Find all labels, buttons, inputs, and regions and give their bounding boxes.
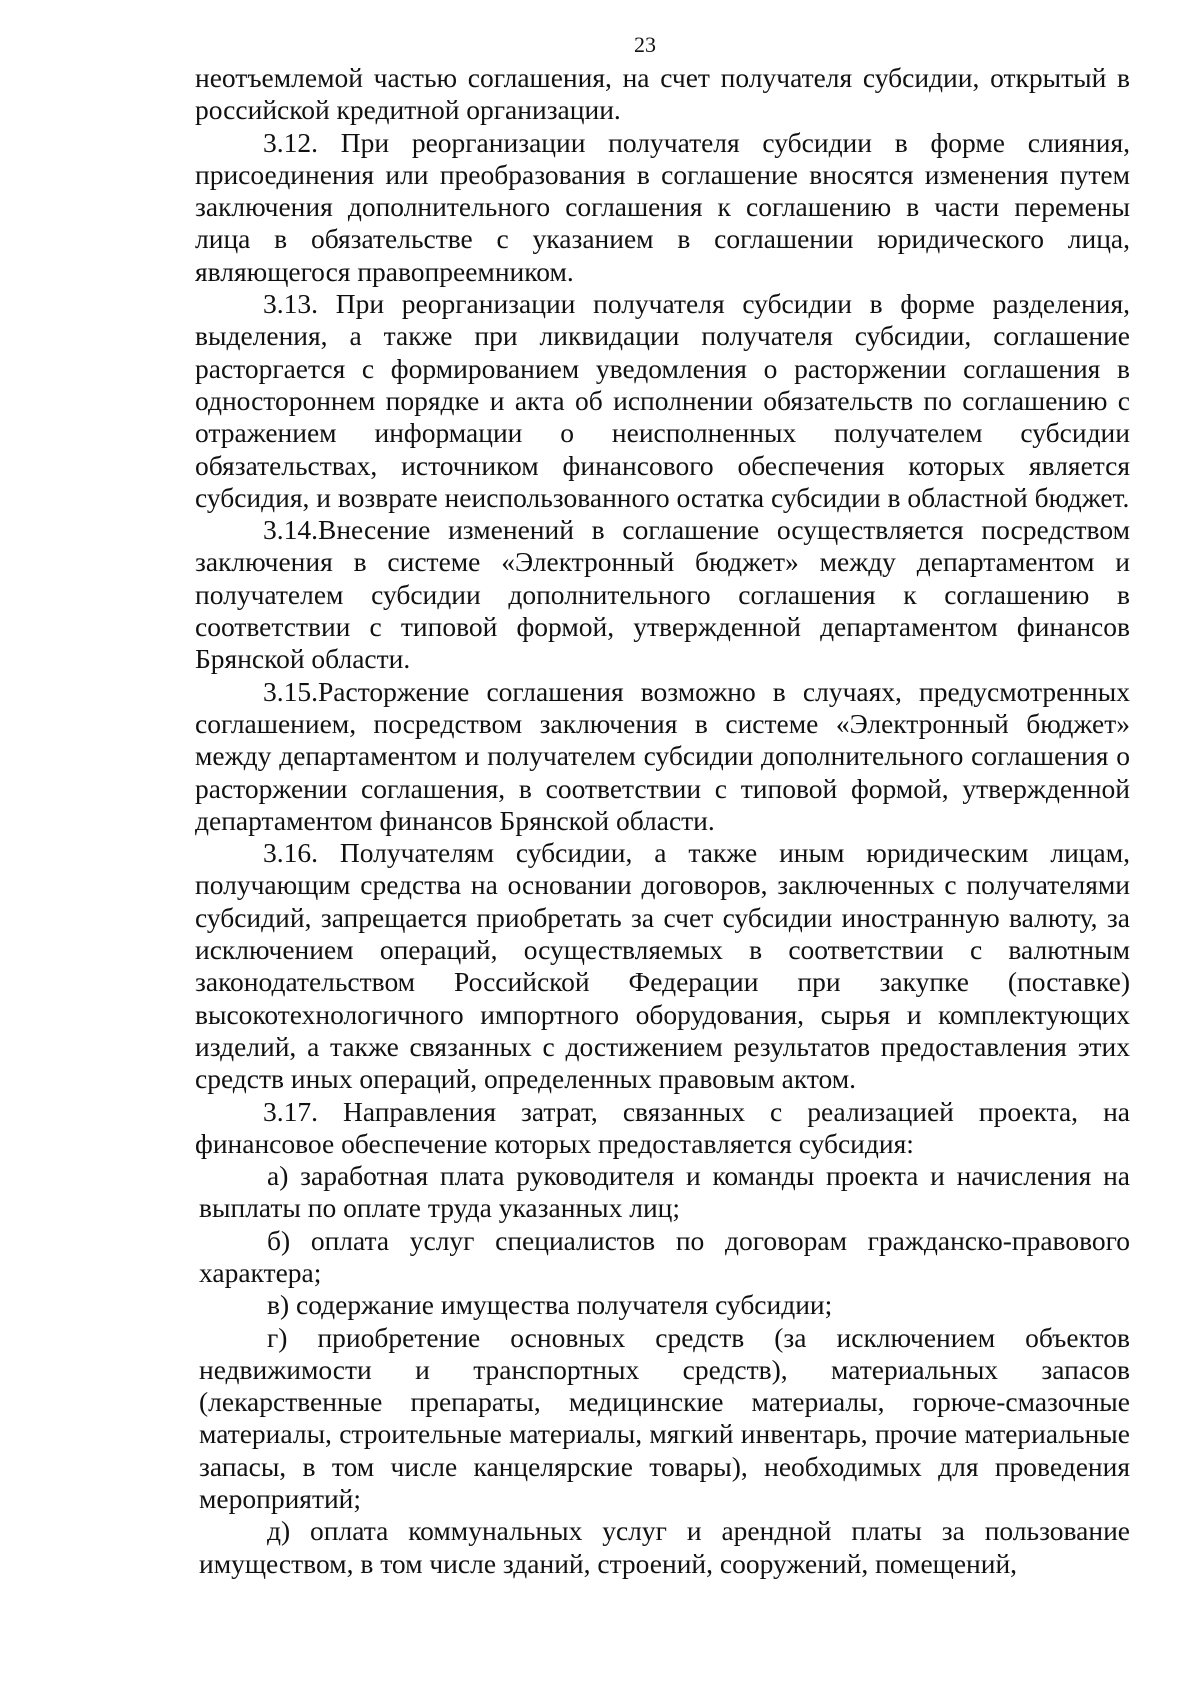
- paragraph-3-17: 3.17. Направления затрат, связанных с реализацией проекта, на финансовое обеспечение которых предоставляется субсидия:: [195, 1095, 1130, 1159]
- paragraph-continuation: неотъемлемой частью соглашения, на счет получателя субсидии, открытый в российской кредитной организации.: [195, 62, 1130, 126]
- list-item-a: а) заработная плата руководителя и команды проекта и начисления на выплаты по оплате труда указанных лиц;: [199, 1160, 1130, 1224]
- document-body: [195, 62, 1130, 1580]
- paragraph-3-16: 3.16. Получателям субсидии, а также иным юридическим лицам, получающим средства на основании договоров, заключенных с получателями субсидий, запрещается приобретать за счет субсидии иностранную валюту, за исключением операций, осуществляемых в соответствии с валютным законодательством Российской Федерации при закупке (поставке) высокотехнологичного импортного оборудования, сырья и комплектующих изделий, а также связанных с достижением результатов предоставления этих средств иных операций, определенных правовым актом.: [195, 837, 1130, 1095]
- list-item-g: г) приобретение основных средств (за исключением объектов недвижимости и транспортных средств), материальных запасов (лекарственные препараты, медицинские материалы, горюче-смазочные материалы, строительные материалы, мягкий инвентарь, прочие материальные запасы, в том числе канцелярские товары), необходимых для проведения мероприятий;: [199, 1321, 1130, 1515]
- paragraph-3-15: 3.15.Расторжение соглашения возможно в случаях, предусмотренных соглашением, посредством заключения в системе «Электронный бюджет» между департаментом и получателем субсидии дополнительного соглашения о расторжении соглашения, в соответствии с типовой формой, утвержденной департаментом финансов Брянской области.: [195, 675, 1130, 836]
- page-number: 23: [634, 32, 656, 57]
- list-item-v: в) содержание имущества получателя субсидии;: [267, 1289, 833, 1321]
- paragraph-3-14: 3.14.Внесение изменений в соглашение осуществляется посредством заключения в системе «Электронный бюджет» между департаментом и получателем субсидии дополнительного соглашения к соглашению в соответствии с типовой формой, утвержденной департаментом финансов Брянской области.: [195, 514, 1130, 675]
- paragraph-3-13: 3.13. При реорганизации получателя субсидии в форме разделения, выделения, а также при ликвидации получателя субсидии, соглашение расторгается с формированием уведомления о расторжении соглашения в одностороннем порядке и акта об исполнении обязательств по соглашению с отражением информации о неисполненных получателем субсидии обязательствах, источником финансового обеспечения которых является субсидия, и возврате неиспользованного остатка субсидии в областной бюджет.: [195, 288, 1130, 513]
- list-item-b: б) оплата услуг специалистов по договорам гражданско-правового характера;: [199, 1224, 1130, 1288]
- expense-directions-list: [195, 1160, 1130, 1580]
- list-item-d: д) оплата коммунальных услуг и арендной платы за пользование имуществом, в том числе зданий, строений, сооружений, помещений,: [199, 1515, 1130, 1579]
- paragraph-3-12: 3.12. При реорганизации получателя субсидии в форме слияния, присоединения или преобразования в соглашение вносятся изменения путем заключения дополнительного соглашения к соглашению в части перемены лица в обязательстве с указанием в соглашении юридического лица, являющегося правопреемником.: [195, 126, 1130, 287]
